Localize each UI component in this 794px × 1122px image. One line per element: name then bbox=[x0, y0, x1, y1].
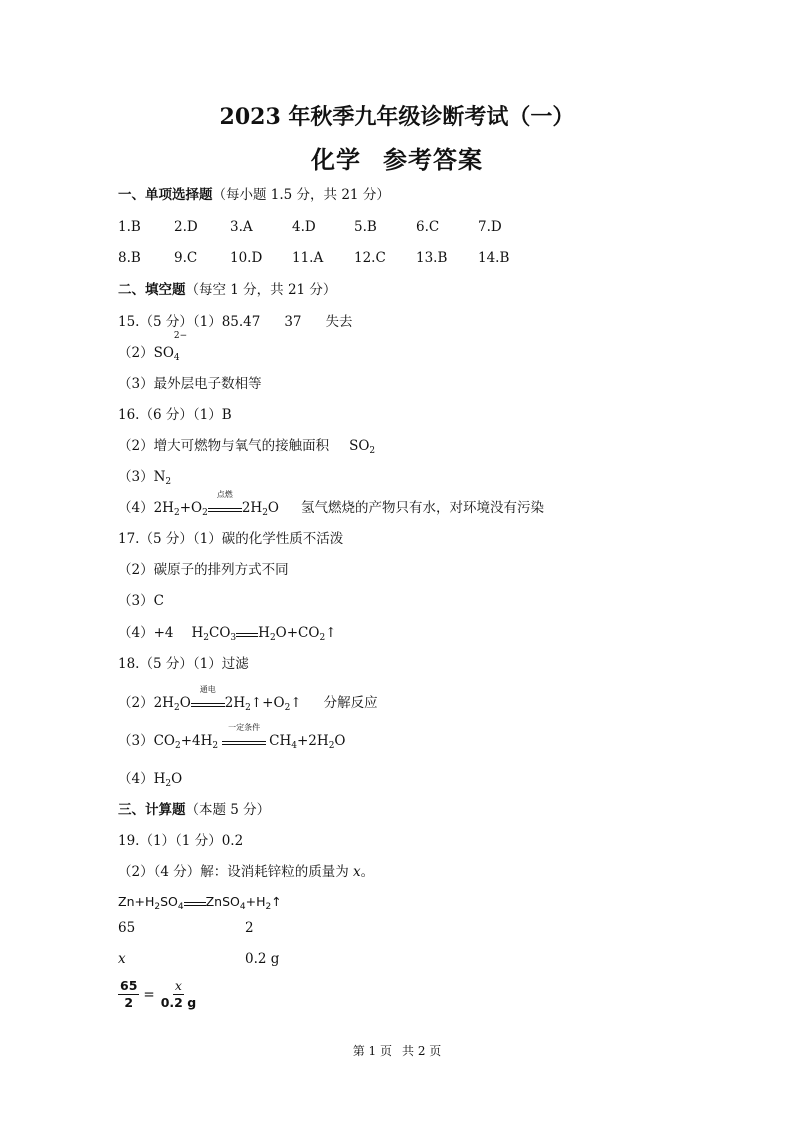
reaction-arrow: 通电 bbox=[191, 695, 225, 713]
page-number: 第 1 页 bbox=[352, 1044, 392, 1058]
mc-answer: 3.A bbox=[230, 219, 253, 235]
q16-part3: $(3)N_2$ bbox=[118, 469, 172, 487]
mc-answer: 9.C bbox=[174, 250, 198, 266]
sulfate-ion-charge: 2− $_4$ bbox=[173, 331, 188, 363]
mc-answer: 13.B bbox=[416, 250, 448, 266]
q19-part2-statement: （2）（4 分）解：设消耗锌粒的质量为 x。 bbox=[118, 864, 375, 880]
mc-answer: 6.C bbox=[416, 219, 440, 235]
mc-answer: 10.D bbox=[230, 250, 263, 266]
q17-part2: （2）碳原子的排列方式不同 bbox=[118, 562, 289, 578]
q18-part2: $(2)2H_2O$ 通电 $2H_2↑+O_2↑$ 分解反应 bbox=[118, 684, 378, 713]
subject-label: 化学 bbox=[311, 145, 361, 174]
q16-part1: 16.（6 分）（1）B bbox=[118, 407, 232, 423]
q17-part4: （4）+4 $H_2CO_3$ $H_2O+CO_2↑$ bbox=[118, 625, 337, 643]
mc-answer: 7.D bbox=[478, 219, 502, 235]
equals: = bbox=[143, 986, 155, 1003]
section-heading-calculation: 三、计算题（本题 5 分） bbox=[118, 802, 271, 818]
proportion-equation bbox=[118, 978, 198, 1011]
answer-key-label: 参考答案 bbox=[383, 145, 483, 174]
equals-sign bbox=[184, 894, 206, 912]
mc-answer: 4.D bbox=[292, 219, 316, 235]
q16-part2: （2）增大可燃物与氧气的接触面积 $SO_2$ bbox=[118, 438, 376, 456]
mc-answer: 2.D bbox=[174, 219, 198, 235]
reaction-arrow: 一定条件 bbox=[222, 733, 266, 751]
q18-part4: $(4)H_2O$ bbox=[118, 771, 183, 789]
q16-part4: $(4)2H_2+O_2$ 点燃 $2H_2O$ 氢气燃烧的产物只有水，对环境没有污染 bbox=[118, 489, 544, 518]
mc-answer: 14.B bbox=[478, 250, 510, 266]
exam-title: 2023 年秋季九年级诊断考试（一） bbox=[219, 104, 575, 130]
molar-mass-zinc: 65 bbox=[118, 920, 136, 936]
q18-part3: $(3)CO_2+4H_2$ 一定条件 $CH_4+2H_2O$ bbox=[118, 722, 346, 751]
molar-mass-hydrogen: 2 bbox=[245, 920, 254, 936]
hydrogen-mass: 0.2 g bbox=[245, 951, 280, 967]
mc-answer: 1.B bbox=[118, 219, 141, 235]
mc-answer: 5.B bbox=[354, 219, 377, 235]
fraction-right: $\frac{x}{0.2 g}$ bbox=[160, 978, 197, 1010]
page-footer bbox=[0, 1042, 794, 1059]
section-heading-multiple-choice: 一、单项选择题（每小题 1.5 分，共 21 分） bbox=[118, 187, 390, 203]
q18-part1: 18.（5 分）（1）过滤 bbox=[118, 656, 249, 672]
zinc-reaction-equation: $Zn+H_2SO_4$ $ZnSO_4+H_2↑$ bbox=[118, 894, 282, 912]
q19-part1: 19.（1）（1 分）0.2 bbox=[118, 833, 244, 849]
exam-subtitle bbox=[0, 140, 794, 175]
reaction-arrow: 点燃 bbox=[208, 500, 242, 518]
q17-part1: 17.（5 分）（1）碳的化学性质不活泼 bbox=[118, 531, 344, 547]
fraction-left: $\frac{65}{2}$ bbox=[120, 978, 138, 1010]
q15-part3: （3）最外层电子数相等 bbox=[118, 376, 262, 392]
equals-sign bbox=[236, 625, 258, 643]
page-total: 共 2 页 bbox=[402, 1044, 442, 1058]
q15-part1: 15.（5 分）（1）85.47 37 失去 bbox=[118, 314, 353, 330]
q17-part3: （3）C bbox=[118, 593, 164, 609]
mc-answer: 11.A bbox=[292, 250, 324, 266]
mc-answer: 8.B bbox=[118, 250, 141, 266]
mc-answer: 12.C bbox=[354, 250, 386, 266]
q15-part2: （2）SO 2− $_4$ bbox=[118, 344, 190, 362]
unknown-mass: x bbox=[118, 951, 126, 967]
section-heading-fill-in: 二、填空题（每空 1 分，共 21 分） bbox=[118, 282, 337, 298]
